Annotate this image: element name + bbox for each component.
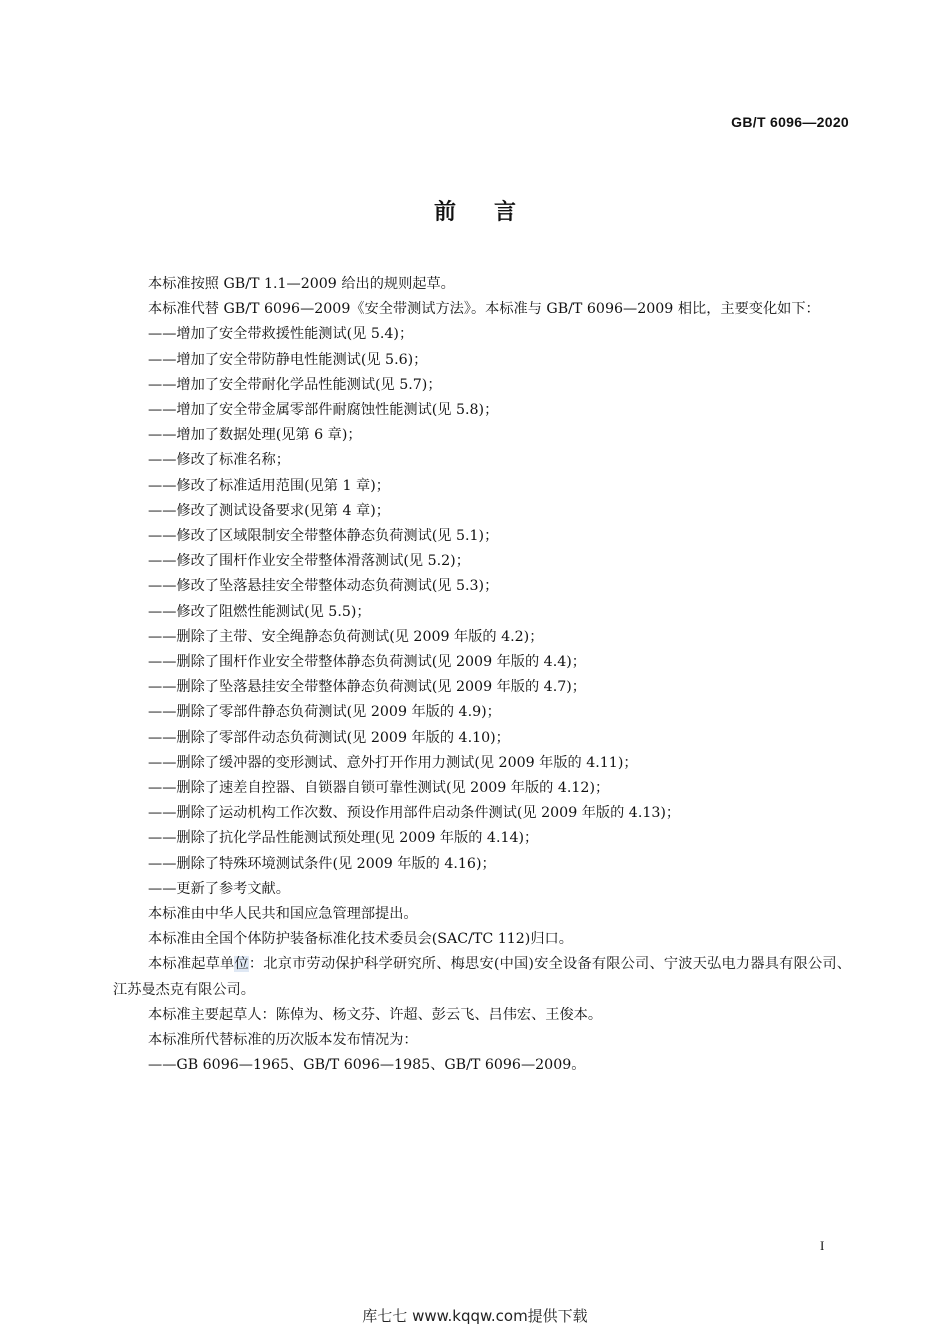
change-item: ——修改了阻燃性能测试(见 5.5)； bbox=[148, 603, 371, 620]
change-item: ——删除了运动机构工作次数、预设作用部件启动条件测试(见 2009 年版的 4.13)； bbox=[148, 805, 681, 822]
change-item: ——删除了速差自控器、自锁器自锁可靠性测试(见 2009 年版的 4.12)； bbox=[148, 780, 610, 797]
change-item: ——增加了安全带救援性能测试(见 5.4)； bbox=[148, 326, 414, 343]
change-item: ——删除了特殊环境测试条件(见 2009 年版的 4.16)； bbox=[148, 855, 496, 872]
change-item: ——增加了安全带防静电性能测试(见 5.6)； bbox=[148, 351, 428, 368]
change-item: ——删除了坠落悬挂安全带整体静态负荷测试(见 2009 年版的 4.7)； bbox=[148, 679, 586, 696]
proposer-paragraph: 本标准由中华人民共和国应急管理部提出。 bbox=[148, 906, 418, 923]
standard-code: GB/T 6096—2020 bbox=[731, 114, 849, 130]
history-intro: 本标准所代替标准的历次版本发布情况为： bbox=[148, 1032, 418, 1049]
change-item: ——删除了缓冲器的变形测试、意外打开作用力测试(见 2009 年版的 4.11)； bbox=[148, 754, 638, 771]
change-item: ——增加了安全带耐化学品性能测试(见 5.7)； bbox=[148, 376, 442, 393]
page-number: I bbox=[820, 1238, 825, 1253]
change-item: ——修改了标准适用范围(见第 1 章)； bbox=[148, 477, 390, 494]
change-item: ——修改了标准名称； bbox=[148, 452, 290, 469]
download-footer: 库七七 www.kqqw.com提供下载 bbox=[362, 1307, 588, 1325]
change-item: ——修改了测试设备要求(见第 4 章)； bbox=[148, 502, 390, 519]
page-title: 前言 bbox=[433, 200, 554, 225]
change-item: ——删除了主带、安全绳静态负荷测试(见 2009 年版的 4.2)； bbox=[148, 628, 544, 645]
change-item: ——修改了坠落悬挂安全带整体动态负荷测试(见 5.3)； bbox=[148, 578, 499, 595]
intro-paragraph-1: 本标准按照 GB/T 1.1—2009 给出的规则起草。 bbox=[148, 276, 455, 292]
drafting-units-prefix: 本标准起草单 bbox=[148, 956, 235, 973]
change-item: ——删除了零部件动态负荷测试(见 2009 年版的 4.10)； bbox=[148, 729, 510, 746]
drafters-paragraph: 本标准主要起草人：陈倬为、杨文芬、许超、彭云飞、吕伟宏、王俊本。 bbox=[148, 1006, 603, 1023]
change-item: ——删除了抗化学品性能测试预处理(见 2009 年版的 4.14)； bbox=[148, 830, 539, 847]
history-item: ——GB 6096—1965、GB/T 6096—1985、GB/T 6096—2009。 bbox=[148, 1057, 586, 1074]
change-item: ——删除了围杆作业安全带整体静态负荷测试(见 2009 年版的 4.4)； bbox=[148, 654, 586, 671]
drafting-units-paragraph bbox=[113, 952, 851, 1002]
change-item: ——删除了零部件静态负荷测试(见 2009 年版的 4.9)； bbox=[148, 704, 501, 721]
change-item: ——增加了数据处理(见第 6 章)； bbox=[148, 427, 362, 444]
intro-paragraph-2: 本标准代替 GB/T 6096—2009《安全带测试方法》。本标准与 GB/T 6096—2009 相比，主要变化如下： bbox=[148, 301, 820, 318]
change-item: ——修改了区域限制安全带整体静态负荷测试(见 5.1)； bbox=[148, 528, 499, 545]
drafting-units-list: ：北京市劳动保护科学研究所、梅思安(中国)安全设备有限公司、宁波天弘电力器具有限公司、江苏曼杰克有限公司。 bbox=[113, 956, 851, 998]
change-item: ——增加了安全带金属零部件耐腐蚀性能测试(见 5.8)； bbox=[148, 402, 499, 419]
change-item: ——修改了围杆作业安全带整体滑落测试(见 5.2)； bbox=[148, 553, 470, 570]
document-body bbox=[113, 272, 851, 1079]
change-item: ——更新了参考文献。 bbox=[148, 880, 290, 897]
centralized-paragraph: 本标准由全国个体防护装备标准化技术委员会(SAC/TC 112)归口。 bbox=[148, 931, 573, 948]
text-selection-highlight: 位 bbox=[234, 956, 249, 973]
